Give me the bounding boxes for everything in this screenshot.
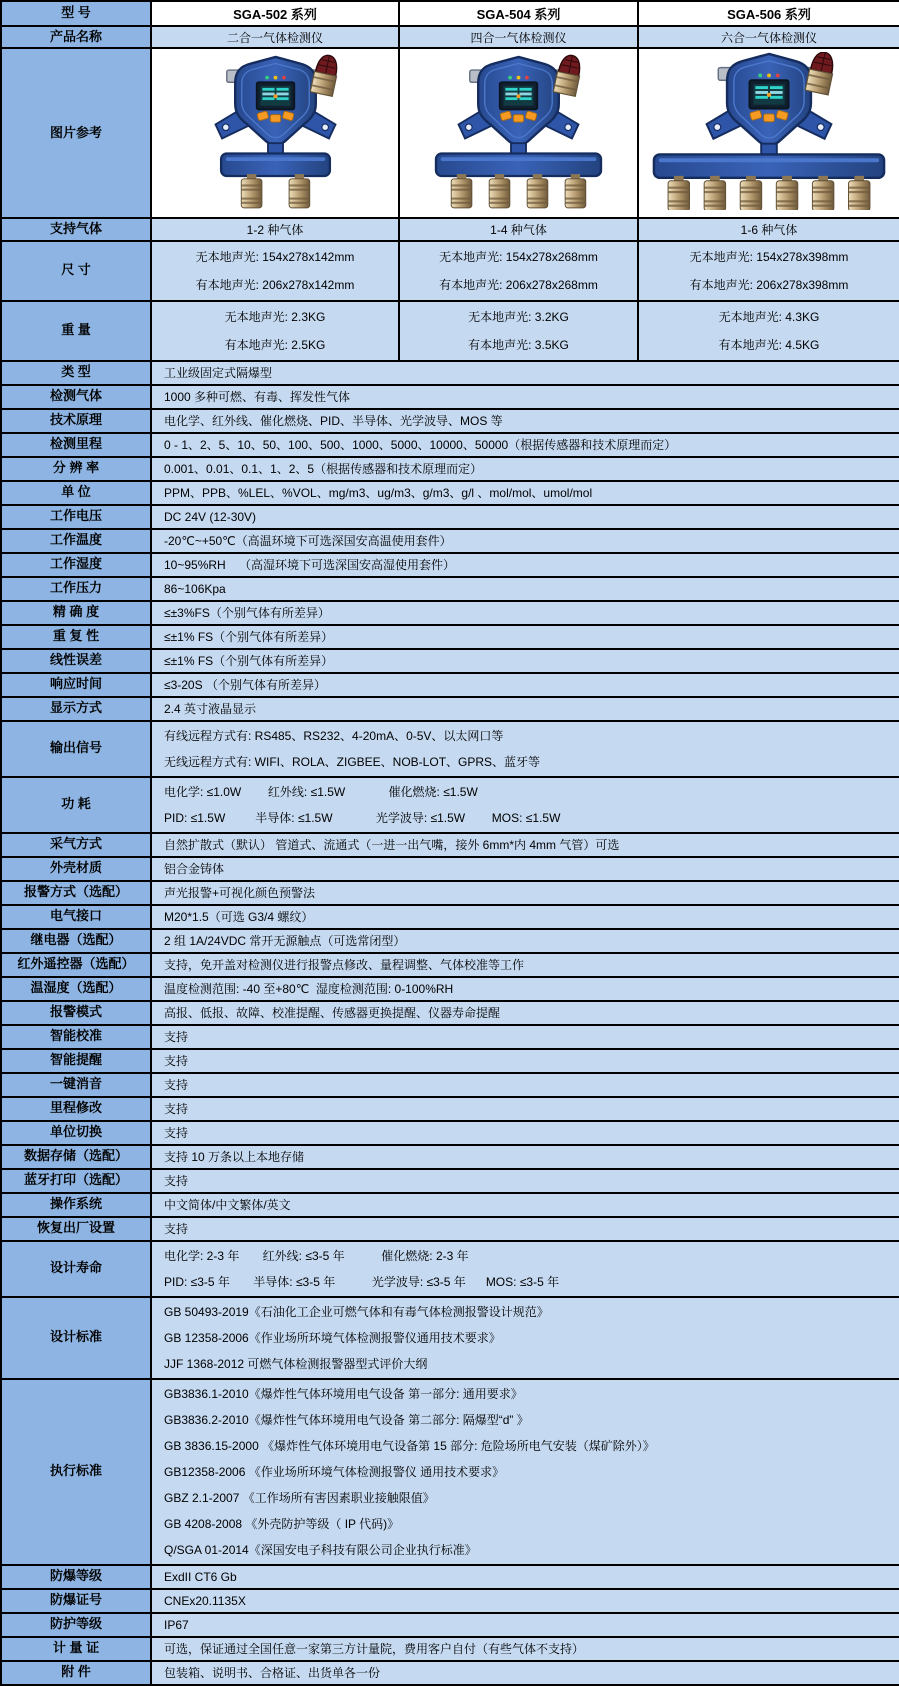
spec-label: 设计寿命: [1, 1241, 151, 1297]
sensor-cylinder-icon: [704, 176, 725, 210]
model-sga-504: SGA-504 系列: [399, 1, 638, 26]
spec-value-line: GBZ 2.1-2007 《工作场所有害因素职业接触限值》: [164, 1490, 435, 1505]
weight-line: 有本地声光: 4.5KG: [718, 337, 820, 352]
spec-label: 计 量 证: [1, 1637, 151, 1661]
table-row: [1, 1379, 899, 1565]
spec-label: 采气方式: [1, 833, 151, 857]
spec-value: [151, 409, 899, 433]
weight-label: 重 量: [1, 301, 151, 361]
spec-value: [151, 1589, 899, 1613]
spec-value-line: 电化学: ≤1.0W 红外线: ≤1.5W 催化燃烧: ≤1.5W: [164, 784, 478, 799]
sensor-manifold: [654, 154, 884, 210]
spec-value-line: GB 4208-2008 《外壳防护等级（ IP 代码)》: [164, 1516, 400, 1531]
table-row: [1, 481, 899, 505]
table-row: [1, 649, 899, 673]
spec-value-line: GB 3836.15-2000 《爆炸性气体环境用电气设备第 15 部分: 危险场所电气安装（煤矿除外）》: [164, 1438, 655, 1453]
spec-label: 工作温度: [1, 529, 151, 553]
spec-label: 红外遥控器（选配）: [1, 953, 151, 977]
table-row: [1, 833, 899, 857]
dimension-line: 无本地声光: 154x278x142mm: [195, 249, 355, 264]
dimensions-1: [151, 241, 399, 301]
spec-value: [151, 905, 899, 929]
spec-value: [151, 625, 899, 649]
spec-value: [151, 1241, 899, 1297]
spec-value-line: PID: ≤3-5 年 半导体: ≤3-5 年 光学波导: ≤3-5 年 MOS: ≤3-5 年: [164, 1274, 560, 1289]
table-row: [1, 505, 899, 529]
gas-support-1: 1-2 种气体: [151, 218, 399, 240]
spec-value-line: -20℃~+50℃（高温环境下可选深国安高温使用套件）: [164, 533, 452, 548]
spec-value: [151, 433, 899, 457]
table-row: [1, 1145, 899, 1169]
spec-value-line: DC 24V (12-30V): [164, 509, 257, 524]
spec-label: 附 件: [1, 1661, 151, 1685]
table-row: [1, 529, 899, 553]
spec-tbody-top: [1, 1, 899, 361]
table-row: [1, 1193, 899, 1217]
spec-value-line: IP67: [164, 1617, 189, 1632]
spec-value: [151, 1145, 899, 1169]
spec-label: 里程修改: [1, 1097, 151, 1121]
spec-value-line: 电化学: 2-3 年 红外线: ≤3-5 年 催化燃烧: 2-3 年: [164, 1248, 469, 1263]
spec-value: [151, 1565, 899, 1589]
spec-label: 显示方式: [1, 697, 151, 721]
spec-label: 输出信号: [1, 721, 151, 777]
spec-value-line: 支持: [164, 1101, 189, 1116]
spec-value-line: M20*1.5（可选 G3/4 螺纹）: [164, 909, 314, 924]
spec-tbody: [1, 361, 899, 1685]
spec-value-line: 支持: [164, 1125, 189, 1140]
weight-1: [151, 301, 399, 361]
sensor-cylinder-icon: [489, 174, 510, 208]
spec-value: [151, 1025, 899, 1049]
spec-value-line: GB3836.2-2010《爆炸性气体环境用电气设备 第二部分: 隔爆型“d” 》: [164, 1412, 529, 1427]
model-sga-502: SGA-502 系列: [151, 1, 399, 26]
spec-label: 温湿度（选配）: [1, 977, 151, 1001]
weight-line: 有本地声光: 3.5KG: [468, 337, 569, 352]
table-row: [1, 1241, 899, 1297]
spec-value-line: PPM、PPB、%LEL、%VOL、mg/m3、ug/m3、g/m3、g/l 、mol/mol、umol/mol: [164, 485, 593, 500]
spec-label: 执行标准: [1, 1379, 151, 1565]
dimensions-3: [638, 241, 899, 301]
spec-value: [151, 601, 899, 625]
sensor-cylinder-icon: [565, 174, 586, 208]
spec-label: 单位切换: [1, 1121, 151, 1145]
spec-value-line: ExdII CT6 Gb: [164, 1569, 237, 1584]
spec-value-line: 支持 10 万条以上本地存储: [164, 1149, 305, 1164]
spec-value-line: 高报、低报、故障、校准提醒、传感器更换提醒、仪器寿命提醒: [164, 1005, 501, 1020]
spec-value-line: 声光报警+可视化颜色预警法: [164, 885, 316, 900]
spec-value: [151, 1121, 899, 1145]
table-row: [1, 1637, 899, 1661]
table-row: [1, 1169, 899, 1193]
spec-value-line: 包装箱、说明书、合格证、出货单各一份: [164, 1665, 381, 1680]
spec-value-line: ≤±1% FS（个别气体有所差异）: [164, 629, 334, 644]
spec-value: [151, 777, 899, 833]
table-row: [1, 577, 899, 601]
spec-value: [151, 481, 899, 505]
spec-value-line: GB 50493-2019《石油化工企业可燃气体和有毒气体检测报警设计规范》: [164, 1304, 549, 1319]
table-row-dimensions: [1, 241, 899, 301]
spec-value-line: GB3836.1-2010《爆炸性气体环境用电气设备 第一部分: 通用要求》: [164, 1386, 523, 1401]
spec-value-line: 支持: [164, 1173, 189, 1188]
spec-label: 工作压力: [1, 577, 151, 601]
spec-value-line: CNEx20.1135X: [164, 1593, 246, 1608]
table-row: [1, 881, 899, 905]
spec-value: [151, 1297, 899, 1379]
spec-label: 防爆等级: [1, 1565, 151, 1589]
spec-label: 蓝牙打印（选配）: [1, 1169, 151, 1193]
table-row: [1, 433, 899, 457]
spec-value-line: 中文简体/中文繁体/英文: [164, 1197, 291, 1212]
dimension-line: 有本地声光: 206x278x268mm: [439, 277, 598, 292]
spec-value: [151, 505, 899, 529]
table-row: [1, 1121, 899, 1145]
sensor-cylinder-icon: [740, 176, 761, 210]
table-row: [1, 929, 899, 953]
spec-value: [151, 649, 899, 673]
weight-line: 无本地声光: 2.3KG: [224, 309, 326, 324]
product-image-sga-506: [645, 52, 893, 210]
spec-label: 恢复出厂设置: [1, 1217, 151, 1241]
spec-label: 技术原理: [1, 409, 151, 433]
gas-support-3: 1-6 种气体: [638, 218, 899, 240]
sensor-cylinder-icon: [812, 176, 833, 210]
spec-value: [151, 673, 899, 697]
spec-value: [151, 1049, 899, 1073]
table-row: [1, 1661, 899, 1685]
spec-value: [151, 1097, 899, 1121]
spec-value-line: ≤3-20S （个别气体有所差异）: [164, 677, 326, 692]
spec-value-line: 支持: [164, 1053, 189, 1068]
product-name-label: 产品名称: [1, 26, 151, 48]
spec-label: 一键消音: [1, 1073, 151, 1097]
spec-value-line: 86~106Kpa: [164, 581, 226, 596]
spec-label: 线性误差: [1, 649, 151, 673]
spec-value: [151, 1217, 899, 1241]
table-row: [1, 953, 899, 977]
spec-value: [151, 1193, 899, 1217]
dimension-line: 无本地声光: 154x278x268mm: [439, 249, 598, 264]
table-row: [1, 1025, 899, 1049]
table-row-images: [1, 48, 899, 218]
spec-label: 功 耗: [1, 777, 151, 833]
table-row: [1, 1049, 899, 1073]
dimension-line: 有本地声光: 206x278x398mm: [689, 277, 849, 292]
table-row: [1, 697, 899, 721]
spec-value-line: 2 组 1A/24VDC 常开无源触点（可选常闭型）: [164, 933, 406, 948]
spec-value: [151, 577, 899, 601]
image-cell-sga-504: [399, 48, 638, 218]
spec-value: [151, 1073, 899, 1097]
table-row-weight: [1, 301, 899, 361]
spec-value-line: 支持: [164, 1029, 189, 1044]
spec-label: 继电器（选配）: [1, 929, 151, 953]
table-row: [1, 457, 899, 481]
spec-value: [151, 953, 899, 977]
table-row: [1, 625, 899, 649]
spec-value-line: GB12358-2006 《作业场所环境气体检测报警仪 通用技术要求》: [164, 1464, 505, 1479]
spec-value-line: 铝合金铸体: [164, 861, 225, 876]
spec-value: [151, 385, 899, 409]
weight-3: [638, 301, 899, 361]
table-row: [1, 1073, 899, 1097]
table-row: [1, 1589, 899, 1613]
model-row-label: 型 号: [1, 1, 151, 26]
spec-label: 智能校准: [1, 1025, 151, 1049]
gas-support-label: 支持气体: [1, 218, 151, 240]
table-row: [1, 673, 899, 697]
sensor-cylinder-icon: [668, 176, 689, 210]
table-row: [1, 1565, 899, 1589]
product-image-sga-504: [406, 52, 631, 210]
spec-value: [151, 1637, 899, 1661]
spec-value-line: 2.4 英寸液晶显示: [164, 701, 257, 716]
spec-value: [151, 881, 899, 905]
table-row: [1, 409, 899, 433]
spec-value-line: 1000 多种可燃、有毒、挥发性气体: [164, 389, 351, 404]
spec-value-line: 支持: [164, 1221, 189, 1236]
dimension-line: 有本地声光: 206x278x142mm: [195, 277, 355, 292]
spec-value-line: 电化学、红外线、催化燃烧、PID、半导体、光学波导、MOS 等: [164, 413, 503, 428]
table-row: [1, 601, 899, 625]
model-sga-506: SGA-506 系列: [638, 1, 899, 26]
spec-value-line: 自然扩散式（默认） 管道式、流通式（一进一出气嘴，接外 6mm*内 4mm 气管）可选: [164, 837, 620, 852]
spec-label: 分 辨 率: [1, 457, 151, 481]
spec-label: 检测气体: [1, 385, 151, 409]
weight-line: 无本地声光: 4.3KG: [718, 309, 820, 324]
spec-value: [151, 457, 899, 481]
spec-value-line: PID: ≤1.5W 半导体: ≤1.5W 光学波导: ≤1.5W MOS: ≤1.5W: [164, 810, 561, 825]
table-row-gas-support: [1, 218, 899, 240]
spec-value-line: 支持: [164, 1077, 189, 1092]
product-name-3: 六合一气体检测仪: [638, 26, 899, 48]
spec-value-line: 温度检测范围: -40 至+80℃ 湿度检测范围: 0-100%RH: [164, 981, 454, 996]
dimensions-2: [399, 241, 638, 301]
spec-value: [151, 529, 899, 553]
spec-value: [151, 833, 899, 857]
spec-label: 精 确 度: [1, 601, 151, 625]
weight-line: 有本地声光: 2.5KG: [224, 337, 326, 352]
spec-value-line: 工业级固定式隔爆型: [164, 365, 273, 380]
spec-label: 单 位: [1, 481, 151, 505]
sensor-cylinder-icon: [289, 174, 310, 208]
spec-value: [151, 1379, 899, 1565]
sensor-cylinder-icon: [527, 174, 548, 208]
spec-value-line: 10~95%RH （高湿环境下可选深国安高湿使用套件）: [164, 557, 456, 572]
sensor-cylinder-icon: [241, 174, 262, 208]
table-row: [1, 1297, 899, 1379]
spec-label: 防爆证号: [1, 1589, 151, 1613]
table-row: [1, 1001, 899, 1025]
sensor-cylinder-icon: [848, 176, 869, 210]
spec-value-line: 可选，保证通过全国任意一家第三方计量院，费用客户自付（有些气体不支持）: [164, 1641, 585, 1656]
spec-label: 防护等级: [1, 1613, 151, 1637]
product-image-sga-502: [163, 52, 388, 210]
spec-label: 工作湿度: [1, 553, 151, 577]
spec-value-line: JJF 1368-2012 可燃气体检测报警器型式评价大纲: [164, 1356, 428, 1371]
spec-value-line: 无线远程方式有: WIFI、ROLA、ZIGBEE、NOB-LOT、GPRS、蓝牙等: [164, 754, 541, 769]
table-row: [1, 721, 899, 777]
table-row: [1, 1097, 899, 1121]
sensor-manifold: [221, 153, 330, 207]
spec-value-line: 有线远程方式有: RS485、RS232、4-20mA、0-5V、以太网口等: [164, 728, 504, 743]
spec-label: 数据存储（选配）: [1, 1145, 151, 1169]
spec-value: [151, 697, 899, 721]
spec-label: 电气接口: [1, 905, 151, 929]
product-name-2: 四合一气体检测仪: [399, 26, 638, 48]
table-row-product-name: [1, 26, 899, 48]
spec-value: [151, 1169, 899, 1193]
spec-value: [151, 553, 899, 577]
spec-value-line: GB 12358-2006《作业场所环境气体检测报警仪通用技术要求》: [164, 1330, 501, 1345]
spec-value: [151, 929, 899, 953]
spec-label: 报警模式: [1, 1001, 151, 1025]
spec-value-line: 0 - 1、2、5、10、50、100、500、1000、5000、10000、50000（根据传感器和技术原理而定）: [164, 437, 677, 452]
spec-label: 检测里程: [1, 433, 151, 457]
spec-value-line: Q/SGA 01-2014《深国安电子科技有限公司企业执行标准》: [164, 1542, 477, 1557]
spec-label: 外壳材质: [1, 857, 151, 881]
table-row-model: [1, 1, 899, 26]
spec-label: 报警方式（选配）: [1, 881, 151, 905]
table-row: [1, 777, 899, 833]
spec-label: 类 型: [1, 361, 151, 385]
table-row: [1, 361, 899, 385]
sensor-cylinder-icon: [451, 174, 472, 208]
spec-label: 工作电压: [1, 505, 151, 529]
spec-label: 响应时间: [1, 673, 151, 697]
table-row: [1, 905, 899, 929]
spec-value: [151, 1001, 899, 1025]
spec-label: 操作系统: [1, 1193, 151, 1217]
spec-value-line: 支持，免开盖对检测仪进行报警点修改、量程调整、气体校准等工作: [164, 957, 525, 972]
spec-label: 智能提醒: [1, 1049, 151, 1073]
sensor-manifold: [436, 153, 601, 207]
weight-2: [399, 301, 638, 361]
spec-value-line: ≤±3%FS（个别气体有所差异）: [164, 605, 330, 620]
weight-line: 无本地声光: 3.2KG: [468, 309, 569, 324]
spec-value: [151, 361, 899, 385]
table-row: [1, 553, 899, 577]
table-row: [1, 977, 899, 1001]
spec-value: [151, 977, 899, 1001]
gas-support-2: 1-4 种气体: [399, 218, 638, 240]
spec-value: [151, 1613, 899, 1637]
spec-value-line: 0.001、0.01、0.1、1、2、5（根据传感器和技术原理而定）: [164, 461, 483, 476]
spec-value-line: ≤±1% FS（个别气体有所差异）: [164, 653, 334, 668]
image-cell-sga-502: [151, 48, 399, 218]
dimensions-label: 尺 寸: [1, 241, 151, 301]
image-row-label: 图片参考: [1, 48, 151, 218]
spec-value: [151, 1661, 899, 1685]
spec-value: [151, 721, 899, 777]
table-row: [1, 1613, 899, 1637]
image-cell-sga-506: [638, 48, 899, 218]
product-name-1: 二合一气体检测仪: [151, 26, 399, 48]
table-row: [1, 1217, 899, 1241]
spec-label: 重 复 性: [1, 625, 151, 649]
table-row: [1, 857, 899, 881]
table-row: [1, 385, 899, 409]
dimension-line: 无本地声光: 154x278x398mm: [689, 249, 849, 264]
spec-value: [151, 857, 899, 881]
spec-label: 设计标准: [1, 1297, 151, 1379]
sensor-cylinder-icon: [776, 176, 797, 210]
